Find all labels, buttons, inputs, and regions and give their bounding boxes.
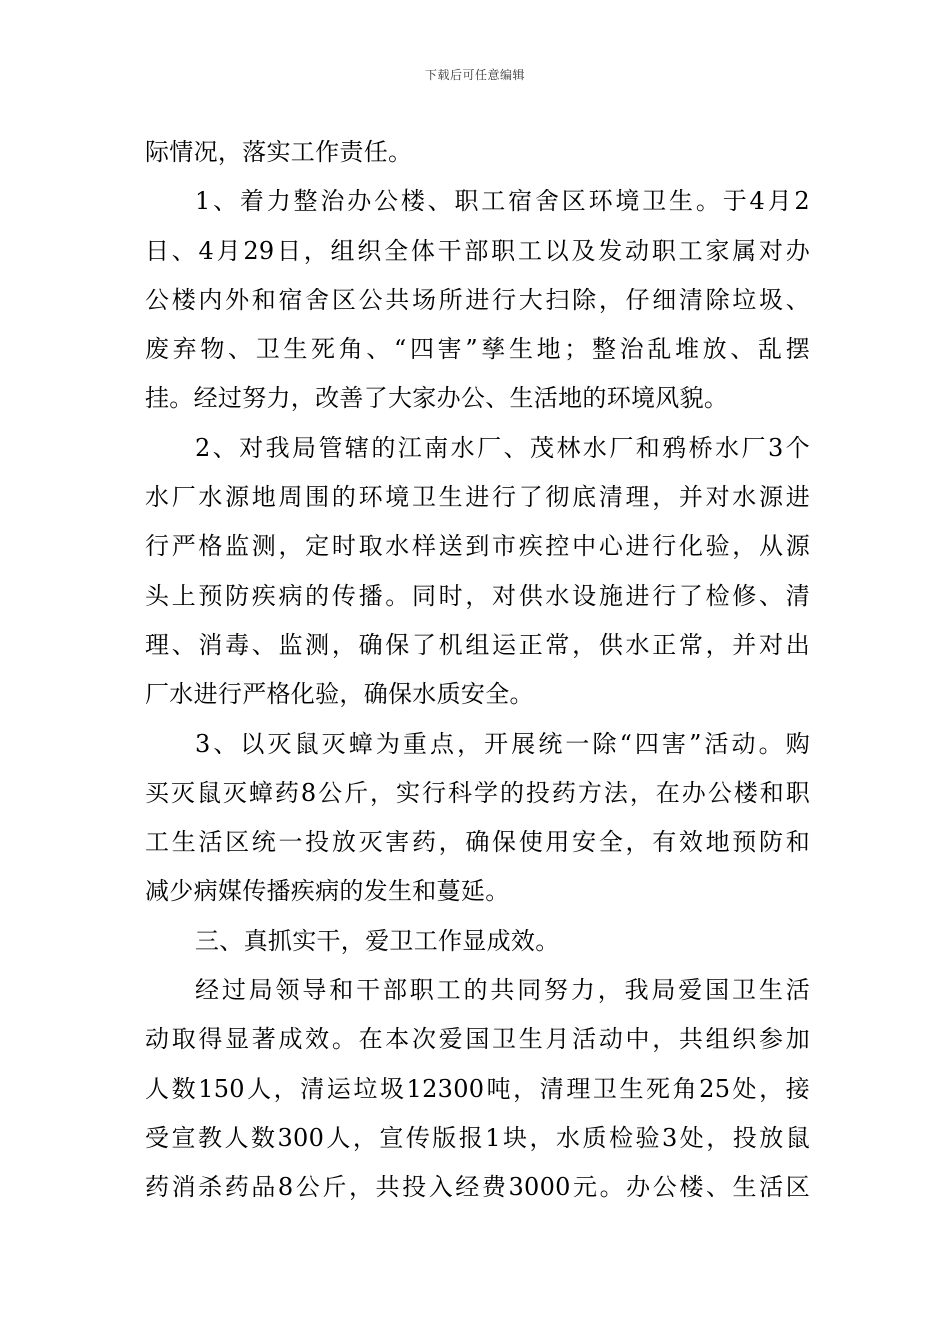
document-body — [145, 128, 810, 1213]
text-line: 3、以灭鼠灭蟑为重点，开展统一除“四害”活动。购 — [195, 729, 810, 758]
text-line: 1、着力整治办公楼、职工宿舍区环境卫生。于4月2 — [195, 187, 810, 216]
text-line: 药消杀药品8公斤，共投入经费3000元。办公楼、生活区 — [145, 1173, 810, 1202]
text-line: 挂。经过努力，改善了大家办公、生活地的环境风貌。 — [145, 384, 729, 413]
text-line: 动取得显著成效。在本次爱国卫生月活动中，共组织参加 — [145, 1025, 810, 1054]
text-line: 废弃物、卫生死角、“四害”孳生地；整治乱堆放、乱摆 — [145, 335, 810, 364]
text-line: 际情况，落实工作责任。 — [145, 138, 413, 166]
text-line: 工生活区统一投放灭害药，确保使用安全，有效地预防和 — [145, 828, 810, 857]
text-line: 理、消毒、监测，确保了机组运正常，供水正常，并对出 — [145, 630, 810, 659]
text-line: 日、4月29日，组织全体干部职工以及发动职工家属对办 — [145, 236, 810, 265]
text-line: 2、对我局管辖的江南水厂、茂林水厂和鸦桥水厂3个 — [195, 433, 810, 462]
text-line: 公楼内外和宿舍区公共场所进行大扫除，仔细清除垃圾、 — [145, 285, 810, 314]
text-line: 人数150人，清运垃圾12300吨，清理卫生死角25处，接 — [145, 1074, 810, 1103]
text-line: 水厂水源地周围的环境卫生进行了彻底清理，并对水源进 — [145, 483, 810, 512]
text-line: 行严格监测，定时取水样送到市疾控中心进行化验，从源 — [145, 532, 810, 561]
text-line: 买灭鼠灭蟑药8公斤，实行科学的投药方法，在办公楼和职 — [145, 778, 810, 807]
text-line: 头上预防疾病的传播。同时，对供水设施进行了检修、清 — [145, 581, 810, 610]
text-line: 厂水进行严格化验，确保水质安全。 — [145, 680, 534, 709]
text-line: 减少病媒传播疾病的发生和蔓延。 — [145, 877, 510, 906]
text-line: 受宣教人数300人，宣传版报1块，水质检验3处，投放鼠 — [145, 1123, 810, 1152]
text-line: 经过局领导和干部职工的共同努力，我局爱国卫生活 — [195, 976, 810, 1005]
section-heading: 三、真抓实干，爱卫工作显成效。 — [195, 926, 560, 955]
page-header: 下载后可任意编辑 — [424, 68, 525, 82]
